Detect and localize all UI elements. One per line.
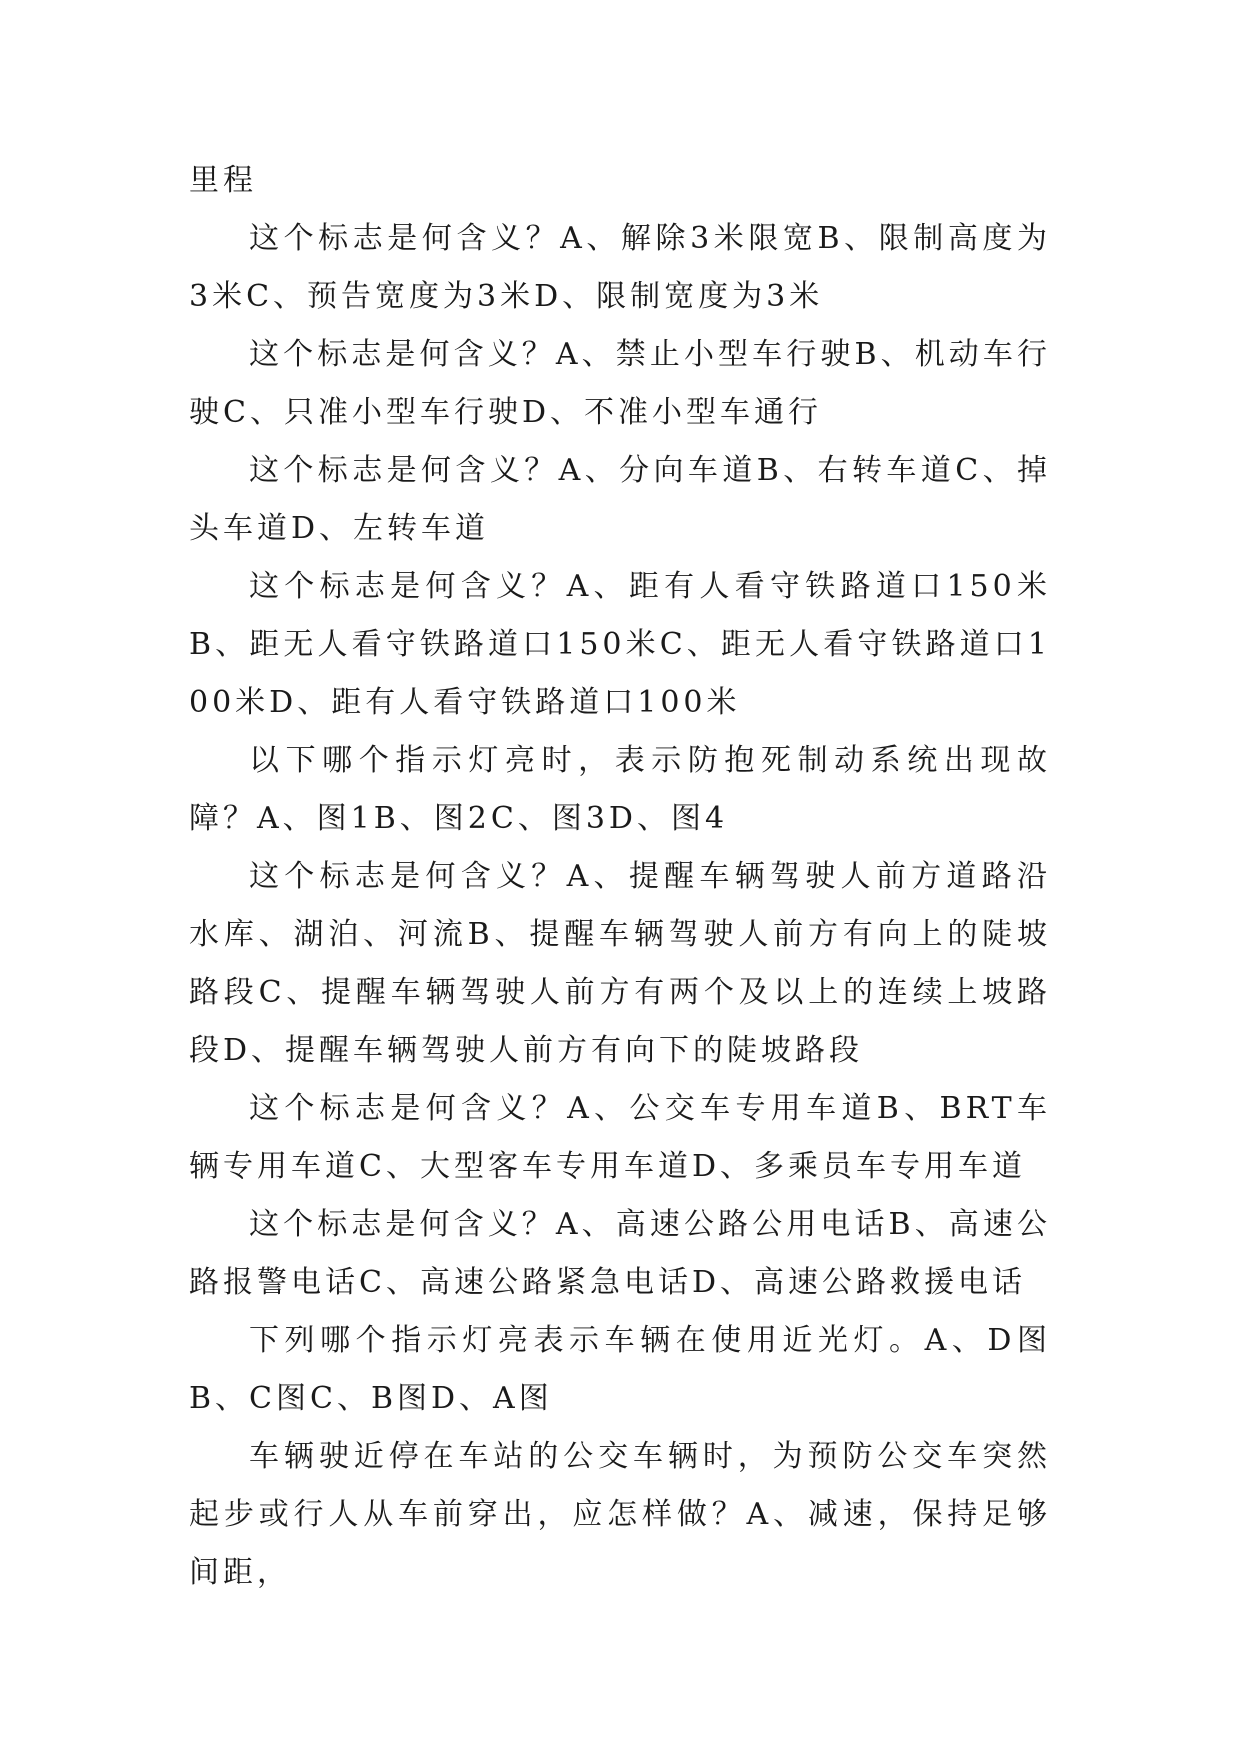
question-paragraph: 这个标志是何含义？A、解除3米限宽B、限制高度为3米C、预告宽度为3米D、限制宽度为3米 xyxy=(189,221,1051,314)
question-paragraph: 下列哪个指示灯亮表示车辆在使用近光灯。A、D图B、C图C、B图D、A图 xyxy=(189,1323,1051,1416)
question-paragraph: 车辆驶近停在车站的公交车辆时，为预防公交车突然起步或行人从车前穿出，应怎样做？A、减速，保持足够间距， xyxy=(189,1439,1051,1590)
question-paragraph: 这个标志是何含义？A、禁止小型车行驶B、机动车行驶C、只准小型车行驶D、不准小型车通行 xyxy=(189,337,1051,430)
document-body xyxy=(189,152,1051,1602)
question-paragraph: 以下哪个指示灯亮时，表示防抱死制动系统出现故障？A、图1B、图2C、图3D、图4 xyxy=(189,743,1051,836)
paragraph-continuation: 里程 xyxy=(189,163,257,198)
question-paragraph: 这个标志是何含义？A、分向车道B、右转车道C、掉头车道D、左转车道 xyxy=(189,453,1051,546)
question-paragraph: 这个标志是何含义？A、公交车专用车道B、BRT车辆专用车道C、大型客车专用车道D、多乘员车专用车道 xyxy=(189,1091,1051,1184)
question-paragraph: 这个标志是何含义？A、提醒车辆驾驶人前方道路沿水库、湖泊、河流B、提醒车辆驾驶人前方有向上的陡坡路段C、提醒车辆驾驶人前方有两个及以上的连续上坡路段D、提醒车辆驾驶人前方有向下的陡坡路段 xyxy=(189,859,1051,1068)
question-paragraph: 这个标志是何含义？A、距有人看守铁路道口150米B、距无人看守铁路道口150米C、距无人看守铁路道口100米D、距有人看守铁路道口100米 xyxy=(189,569,1051,720)
question-paragraph: 这个标志是何含义？A、高速公路公用电话B、高速公路报警电话C、高速公路紧急电话D、高速公路救援电话 xyxy=(189,1207,1051,1300)
